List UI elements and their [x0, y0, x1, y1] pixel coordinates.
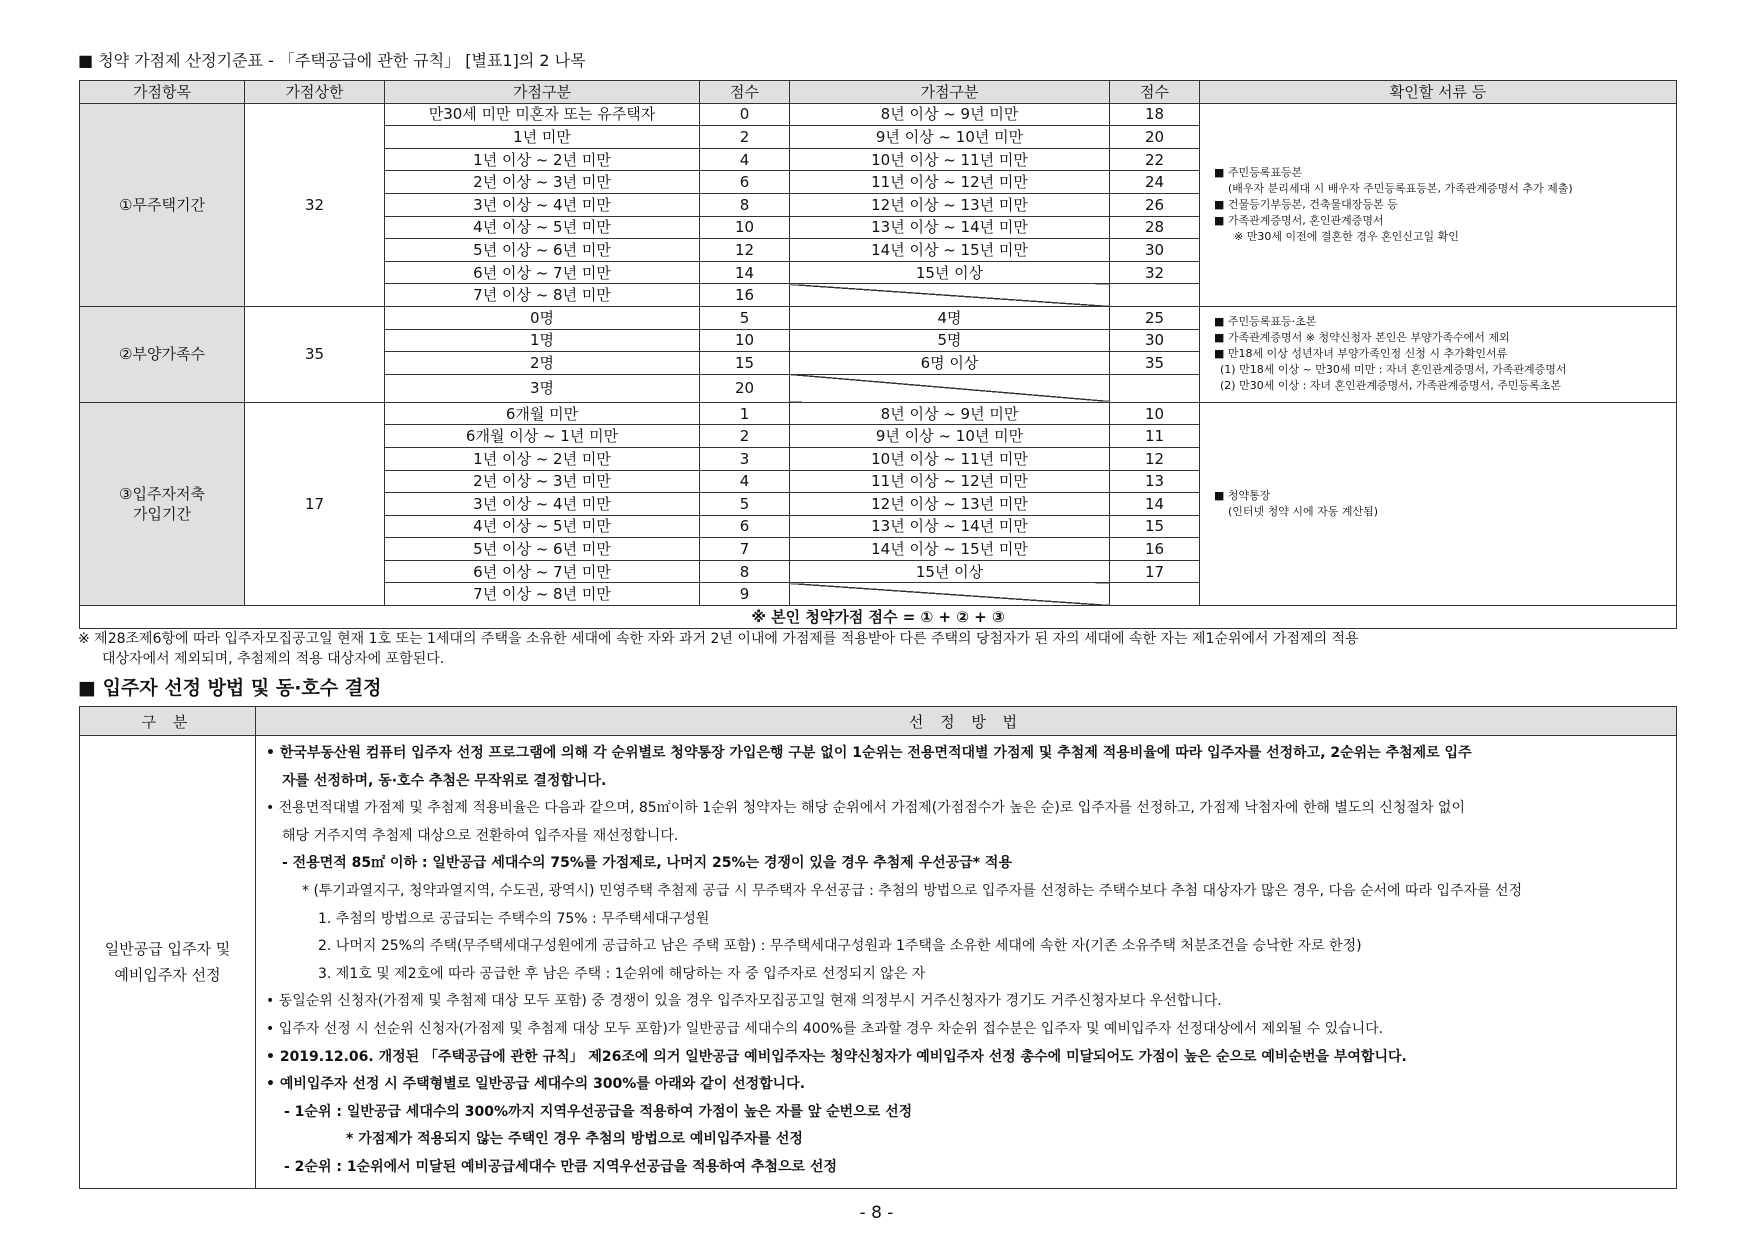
empty-slash-cell [790, 374, 1110, 402]
method-line: • 전용면적대별 가점제 및 추첨제 적용비율은 다음과 같으며, 85㎡이하 1순위 청약자는 해당 순위에서 가점제(가점점수가 높은 순)로 입주자를 선정하고, 가점제 낙첨자에 한해 별도의 신청절차 없이 [266, 800, 1465, 817]
score-cell: 0 [700, 103, 790, 126]
method-line: 1. 추첨의 방법으로 공급되는 주택수의 75% : 무주택세대구성원 [318, 910, 710, 927]
score-cell: 5 [700, 306, 790, 329]
range-cell: 5년 이상 ~ 6년 미만 [385, 538, 700, 561]
method-line: 2. 나머지 25%의 주택(무주택세대구성원에게 공급하고 남은 주택 포함) : 무주택세대구성원과 1주택을 소유한 세대에 속한 자(기존 소유주택 처분조건을 승낙한 자로 한정) [318, 938, 1362, 955]
score-cell: 13 [1110, 470, 1200, 493]
method-line: - 2순위 : 1순위에서 미달된 예비공급세대수 만큼 지역우선공급을 적용하여 추첨으로 선정 [284, 1158, 837, 1175]
range-cell: 14년 이상 ~ 15년 미만 [790, 538, 1110, 561]
score-cell: 32 [1110, 261, 1200, 284]
docs-cell [1200, 402, 1677, 605]
score-cell: 8 [700, 560, 790, 583]
selection-table [79, 706, 1677, 1189]
score-cell: 20 [1110, 126, 1200, 149]
docs-cell [1200, 103, 1677, 306]
score-cell: 4 [700, 470, 790, 493]
score-cell: 12 [700, 239, 790, 262]
empty-cell [1110, 583, 1200, 606]
range-cell: 4년 이상 ~ 5년 미만 [385, 515, 700, 538]
selection-category [80, 736, 256, 1189]
doc-line: ■ 가족관계증명서, 혼인관계증명서 [1214, 213, 1384, 227]
header-method: 선 정 방 법 [256, 707, 1677, 736]
footnote [78, 629, 1678, 669]
header-score-a: 점수 [700, 81, 790, 104]
score-cell: 9 [700, 583, 790, 606]
score-cell: 4 [700, 148, 790, 171]
range-cell: 1년 이상 ~ 2년 미만 [385, 447, 700, 470]
header-category: 구 분 [80, 707, 256, 736]
score-cell: 14 [1110, 493, 1200, 516]
doc-line: ※ 만30세 이전에 결혼한 경우 혼인신고일 확인 [1234, 229, 1459, 243]
range-cell: 6년 이상 ~ 7년 미만 [385, 261, 700, 284]
score-cell: 16 [1110, 538, 1200, 561]
max-score: 17 [245, 402, 385, 605]
empty-cell [1110, 284, 1200, 307]
total-formula: ※ 본인 청약가점 점수 = ① + ② + ③ [80, 606, 1677, 629]
range-cell: 2년 이상 ~ 3년 미만 [385, 470, 700, 493]
empty-slash-cell [790, 583, 1110, 606]
score-cell: 28 [1110, 216, 1200, 239]
range-cell: 15년 이상 [790, 560, 1110, 583]
range-cell: 14년 이상 ~ 15년 미만 [790, 239, 1110, 262]
method-line: - 1순위 : 일반공급 세대수의 300%까지 지역우선공급을 적용하여 가점이 높은 자를 앞 순번으로 선정 [284, 1103, 913, 1120]
score-cell: 35 [1110, 352, 1200, 375]
empty-slash-cell [790, 284, 1110, 307]
range-cell: 13년 이상 ~ 14년 미만 [790, 216, 1110, 239]
range-cell: 1년 미만 [385, 126, 700, 149]
doc-line: (1) 만18세 이상 ~ 만30세 미만 : 자녀 혼인관계증명서, 가족관계증명서 [1220, 363, 1567, 377]
category-line: 일반공급 입주자 및 [104, 939, 231, 958]
total-row [80, 606, 1677, 629]
range-cell: 3년 이상 ~ 4년 미만 [385, 493, 700, 516]
footnote-line: 대상자에서 제외되며, 추첨제의 적용 대상자에 포함된다. [102, 651, 445, 667]
range-cell: 만30세 미만 미혼자 또는 유주택자 [385, 103, 700, 126]
score-cell: 2 [700, 126, 790, 149]
method-line: 자를 선정하며, 동·호수 추첨은 무작위로 결정합니다. [282, 772, 607, 789]
method-line: • 2019.12.06. 개정된 「주택공급에 관한 규칙」 제26조에 의거 일반공급 예비입주자는 청약신청자가 예비입주자 선정 총수에 미달되어도 가점이 높은 순으로 예비순번을 부여합니다. [266, 1048, 1407, 1065]
score-cell: 18 [1110, 103, 1200, 126]
range-cell: 10년 이상 ~ 11년 미만 [790, 148, 1110, 171]
method-line: • 한국부동산원 컴퓨터 입주자 선정 프로그램에 의해 각 순위별로 청약통장 가입은행 구분 없이 1순위는 전용면적대별 가점제 및 추첨제 적용비율에 따라 입주자를 선정하고, 2순위는 추첨제로 입주 [266, 745, 1472, 761]
range-cell: 12년 이상 ~ 13년 미만 [790, 493, 1110, 516]
method-line: • 예비입주자 선정 시 주택형별로 일반공급 세대수의 300%를 아래와 같이 선정합니다. [266, 1076, 806, 1093]
selection-method [256, 736, 1677, 1189]
range-cell: 2명 [385, 352, 700, 375]
item-dependents: ②부양가족수 [80, 306, 245, 402]
score-cell: 12 [1110, 447, 1200, 470]
table-row [80, 306, 1677, 329]
item-no-home-period: ①무주택기간 [80, 103, 245, 306]
score-cell: 30 [1110, 329, 1200, 352]
range-cell: 3년 이상 ~ 4년 미만 [385, 193, 700, 216]
score-cell: 10 [1110, 402, 1200, 425]
method-line: • 동일순위 신청자(가점제 및 추첨제 대상 모두 포함) 중 경쟁이 있을 경우 입주자모집공고일 현재 의정부시 거주신청자가 경기도 거주신청자보다 우선합니다. [266, 993, 1222, 1010]
item-label-line: ③입주자저축 [119, 484, 205, 503]
range-cell: 3명 [385, 374, 700, 402]
selection-row [80, 736, 1677, 1189]
footnote-line: ※ 제28조제6항에 따라 입주자모집공고일 현재 1호 또는 1세대의 주택을 소유한 세대에 속한 자와 과거 2년 이내에 가점제를 적용받아 다른 주택의 당첨자가 된 자의 세대에 속한 자는 제1순위에서 가점제의 적용 [78, 631, 1359, 647]
doc-line: ■ 만18세 이상 성년자녀 부양가족인정 신청 시 추가확인서류 [1214, 347, 1508, 361]
score-cell: 15 [1110, 515, 1200, 538]
score-cell: 3 [700, 447, 790, 470]
score-cell: 6 [700, 171, 790, 194]
doc-line: ■ 주민등록표등본 [1214, 165, 1303, 179]
range-cell: 6명 이상 [790, 352, 1110, 375]
range-cell: 1년 이상 ~ 2년 미만 [385, 148, 700, 171]
range-cell: 13년 이상 ~ 14년 미만 [790, 515, 1110, 538]
range-cell: 6개월 미만 [385, 402, 700, 425]
range-cell: 10년 이상 ~ 11년 미만 [790, 447, 1110, 470]
score-cell: 8 [700, 193, 790, 216]
method-line: - 전용면적 85㎡ 이하 : 일반공급 세대수의 75%를 가점제로, 나머지 25%는 경쟁이 있을 경우 추첨제 우선공급* 적용 [282, 855, 1012, 872]
range-cell: 7년 이상 ~ 8년 미만 [385, 284, 700, 307]
range-cell: 8년 이상 ~ 9년 미만 [790, 402, 1110, 425]
item-savings-period [80, 402, 245, 605]
range-cell: 8년 이상 ~ 9년 미만 [790, 103, 1110, 126]
empty-cell [1110, 374, 1200, 402]
score-cell: 20 [700, 374, 790, 402]
doc-line: (2) 만30세 이상 : 자녀 혼인관계증명서, 가족관계증명서, 주민등록초본 [1220, 379, 1562, 393]
score-cell: 6 [700, 515, 790, 538]
doc-line: ■ 건물등기부등본, 건축물대장등본 등 [1214, 197, 1398, 211]
header-docs: 확인할 서류 등 [1200, 81, 1677, 104]
score-cell: 17 [1110, 560, 1200, 583]
score-table-header [80, 81, 1677, 104]
doc-line: (배우자 분리세대 시 배우자 주민등록표등본, 가족관계증명서 추가 제출) [1228, 181, 1573, 195]
doc-line: ■ 청약통장 [1214, 488, 1271, 502]
score-cell: 26 [1110, 193, 1200, 216]
header-category-a: 가점구분 [385, 81, 700, 104]
max-score: 32 [245, 103, 385, 306]
method-line: 해당 거주지역 추첨제 대상으로 전환하여 입주자를 재선정합니다. [282, 827, 679, 844]
header-item: 가점항목 [80, 81, 245, 104]
range-cell: 1명 [385, 329, 700, 352]
range-cell: 4명 [790, 306, 1110, 329]
doc-line: ■ 주민등록표등·초본 [1214, 315, 1317, 329]
range-cell: 11년 이상 ~ 12년 미만 [790, 470, 1110, 493]
range-cell: 6년 이상 ~ 7년 미만 [385, 560, 700, 583]
doc-line: (인터넷 청약 시에 자동 계산됨) [1228, 504, 1379, 518]
range-cell: 4년 이상 ~ 5년 미만 [385, 216, 700, 239]
section2-title: ■ 입주자 선정 방법 및 동·호수 결정 [78, 677, 382, 699]
range-cell: 5명 [790, 329, 1110, 352]
page-number: - 8 - [859, 1203, 894, 1223]
header-score-b: 점수 [1110, 81, 1200, 104]
score-cell: 5 [700, 493, 790, 516]
method-line: 3. 제1호 및 제2호에 따라 공급한 후 남은 주택 : 1순위에 해당하는 자 중 입주자로 선정되지 않은 자 [318, 965, 926, 982]
header-category-b: 가점구분 [790, 81, 1110, 104]
score-cell: 10 [700, 216, 790, 239]
doc-line: ■ 가족관계증명서 ※ 청약신청자 본인은 부양가족수에서 제외 [1214, 331, 1510, 345]
table-row [80, 103, 1677, 126]
score-cell: 24 [1110, 171, 1200, 194]
score-cell: 15 [700, 352, 790, 375]
score-cell: 10 [700, 329, 790, 352]
category-line: 예비입주자 선정 [114, 965, 221, 984]
range-cell: 15년 이상 [790, 261, 1110, 284]
score-cell: 7 [700, 538, 790, 561]
range-cell: 9년 이상 ~ 10년 미만 [790, 126, 1110, 149]
range-cell: 7년 이상 ~ 8년 미만 [385, 583, 700, 606]
score-cell: 11 [1110, 425, 1200, 448]
method-line: • 입주자 선정 시 선순위 신청자(가점제 및 추첨제 대상 모두 포함)가 일반공급 세대수의 400%를 초과할 경우 차순위 접수분은 입주자 및 예비입주자 선정대상에서 제외될 수 있습니다. [266, 1020, 1384, 1037]
range-cell: 9년 이상 ~ 10년 미만 [790, 425, 1110, 448]
score-cell: 30 [1110, 239, 1200, 262]
score-cell: 25 [1110, 306, 1200, 329]
range-cell: 0명 [385, 306, 700, 329]
score-cell: 22 [1110, 148, 1200, 171]
selection-table-header [80, 707, 1677, 736]
score-cell: 2 [700, 425, 790, 448]
table-row [80, 402, 1677, 425]
score-cell: 1 [700, 402, 790, 425]
score-table [79, 80, 1677, 629]
max-score: 35 [245, 306, 385, 402]
docs-cell [1200, 306, 1677, 402]
score-cell: 14 [700, 261, 790, 284]
range-cell: 11년 이상 ~ 12년 미만 [790, 171, 1110, 194]
score-cell: 16 [700, 284, 790, 307]
item-label-line: 가입기간 [133, 504, 191, 523]
range-cell: 5년 이상 ~ 6년 미만 [385, 239, 700, 262]
method-line: * (투기과열지구, 청약과열지역, 수도권, 광역시) 민영주택 추첨제 공급 시 무주택자 우선공급 : 추첨의 방법으로 입주자를 선정하는 주택수보다 추첨 대상자가 많은 경우, 다음 순서에 따라 입주자를 선정 [302, 882, 1523, 899]
range-cell: 6개월 이상 ~ 1년 미만 [385, 425, 700, 448]
method-line: * 가점제가 적용되지 않는 주택인 경우 추첨의 방법으로 예비입주자를 선정 [346, 1131, 803, 1148]
section1-title: ■ 청약 가점제 산정기준표 - 「주택공급에 관한 규칙」 [별표1]의 2 나목 [78, 51, 586, 70]
header-max: 가점상한 [245, 81, 385, 104]
range-cell: 2년 이상 ~ 3년 미만 [385, 171, 700, 194]
range-cell: 12년 이상 ~ 13년 미만 [790, 193, 1110, 216]
